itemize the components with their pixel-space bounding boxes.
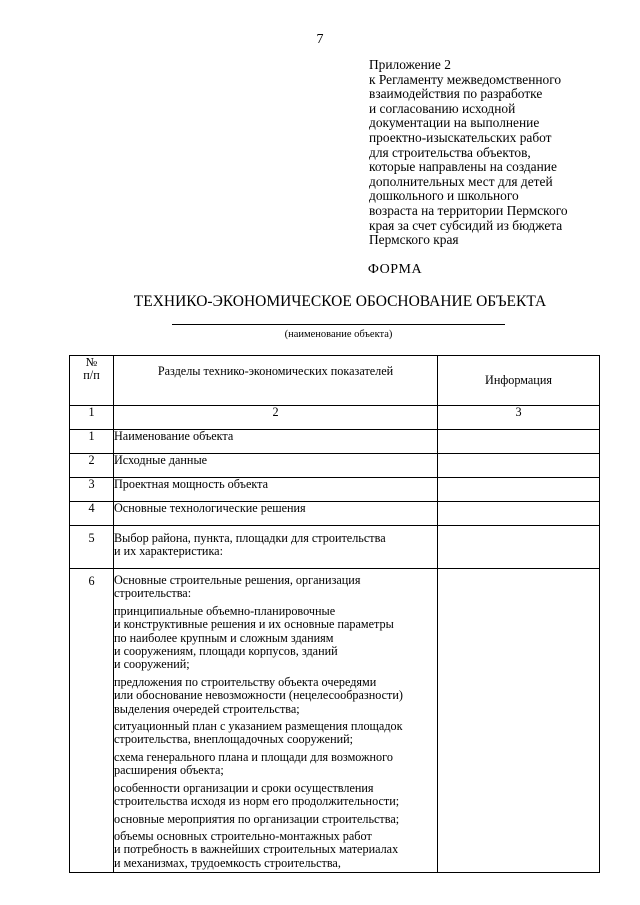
section-item-line: расширения объекта;: [114, 763, 224, 778]
row-section: [114, 569, 438, 873]
row-section: Исходные данные: [114, 454, 438, 478]
row-info-cell[interactable]: [438, 430, 600, 454]
section-item: [114, 751, 437, 778]
section-item: [114, 574, 437, 601]
section-item-line: ситуационный план с указанием размещения площадок: [114, 719, 403, 734]
page-number: 7: [316, 32, 324, 47]
appendix-line: проектно-изыскательских работ: [369, 129, 552, 145]
appendix-line: взаимодействия по разработке: [369, 86, 543, 102]
section-item-line: предложения по строительству объекта очередями: [114, 674, 377, 689]
header-info: Информация: [438, 356, 600, 406]
header-number-line: п/п: [83, 368, 100, 382]
table-header-row: [70, 356, 600, 406]
appendix-line: края за счет субсидий из бюджета: [369, 217, 563, 233]
row-section: Проектная мощность объекта: [114, 478, 438, 502]
row-info-cell[interactable]: [438, 569, 600, 873]
row-number: 4: [70, 502, 114, 526]
row-number: 3: [70, 478, 114, 502]
section-item: [114, 813, 437, 826]
section-item-line: строительства, внеплощадочных сооружений;: [114, 732, 354, 747]
row-section: Основные технологические решения: [114, 502, 438, 526]
section-item-line: выделения очередей строительства;: [114, 701, 300, 716]
section-item-line: и сооружениям, площади корпусов, зданий: [114, 644, 338, 659]
section-item: [114, 676, 437, 716]
appendix-line: документации на выполнение: [369, 115, 540, 131]
row-info-cell[interactable]: [438, 526, 600, 569]
section-item-line: и механизмах, трудоемкость строительства,: [114, 855, 341, 870]
row-number: 5: [70, 526, 114, 569]
row-info-cell[interactable]: [438, 454, 600, 478]
section-item: [114, 830, 437, 870]
header-sections: Разделы технико-экономических показателей: [114, 356, 438, 406]
section-item-line: объемы основных строительно-монтажных работ: [114, 828, 372, 843]
row-info-cell[interactable]: [438, 478, 600, 502]
section-item-line: и потребность в важнейших строительных материалах: [114, 842, 399, 857]
appendix-line: к Регламенту межведомственного: [369, 71, 562, 87]
row-number: 2: [70, 454, 114, 478]
table-row: [70, 502, 600, 526]
form-label: ФОРМА: [367, 262, 423, 277]
column-index: 1: [70, 406, 114, 430]
table-row: [70, 569, 600, 873]
document-title: ТЕХНИКО-ЭКОНОМИЧЕСКОЕ ОБОСНОВАНИЕ ОБЪЕКТА: [133, 293, 547, 310]
appendix-line: и согласованию исходной: [369, 100, 516, 116]
row-section-line: и их характеристика:: [114, 544, 223, 559]
indicators-table: [69, 355, 600, 873]
column-index: 3: [438, 406, 600, 430]
row-section: Наименование объекта: [114, 430, 438, 454]
section-item-line: или обоснование невозможности (нецелесообразности): [114, 688, 403, 703]
section-item-line: схема генерального плана и площади для возможного: [114, 749, 393, 764]
section-item: [114, 605, 437, 672]
section-item-line: особенности организации и сроки осуществления: [114, 780, 374, 795]
appendix-heading: [369, 58, 619, 248]
appendix-line: Пермского края: [369, 232, 459, 248]
column-index: 2: [114, 406, 438, 430]
object-name-caption: (наименование объекта): [284, 329, 393, 340]
row-section: [114, 526, 438, 569]
section-item: [114, 782, 437, 809]
section-item-line: и конструктивные решения и их основные параметры: [114, 617, 394, 632]
table-row: [70, 526, 600, 569]
section-item-line: принципиальные объемно-планировочные: [114, 603, 336, 618]
column-index-row: [70, 406, 600, 430]
object-name-line: [172, 324, 505, 325]
row-section-line: Выбор района, пункта, площадки для строительства: [114, 531, 386, 545]
row-number: 1: [70, 430, 114, 454]
section-item-line: основные мероприятия по организации строительства;: [114, 811, 400, 826]
table-row: [70, 454, 600, 478]
section-item-line: строительства исходя из норм его продолжительности;: [114, 794, 400, 809]
table-row: [70, 430, 600, 454]
appendix-line: для строительства объектов,: [369, 144, 531, 160]
appendix-line: дошкольного и школьного: [369, 188, 519, 204]
appendix-line: возраста на территории Пермского: [369, 202, 568, 218]
section-item-line: и сооружений;: [114, 657, 190, 672]
header-number: [70, 356, 114, 406]
appendix-line: которые направлены на создание: [369, 159, 557, 175]
row-info-cell[interactable]: [438, 502, 600, 526]
appendix-line: Приложение 2: [369, 57, 451, 72]
header-number-line: №: [85, 355, 98, 369]
section-item-line: Основные строительные решения, организация: [114, 573, 361, 587]
section-item-line: строительства:: [114, 586, 192, 601]
section-item-line: по наиболее крупным и сложным зданиям: [114, 630, 334, 645]
appendix-line: дополнительных мест для детей: [369, 173, 553, 189]
row-number: 6: [70, 569, 114, 873]
table-row: [70, 478, 600, 502]
section-item: [114, 720, 437, 747]
